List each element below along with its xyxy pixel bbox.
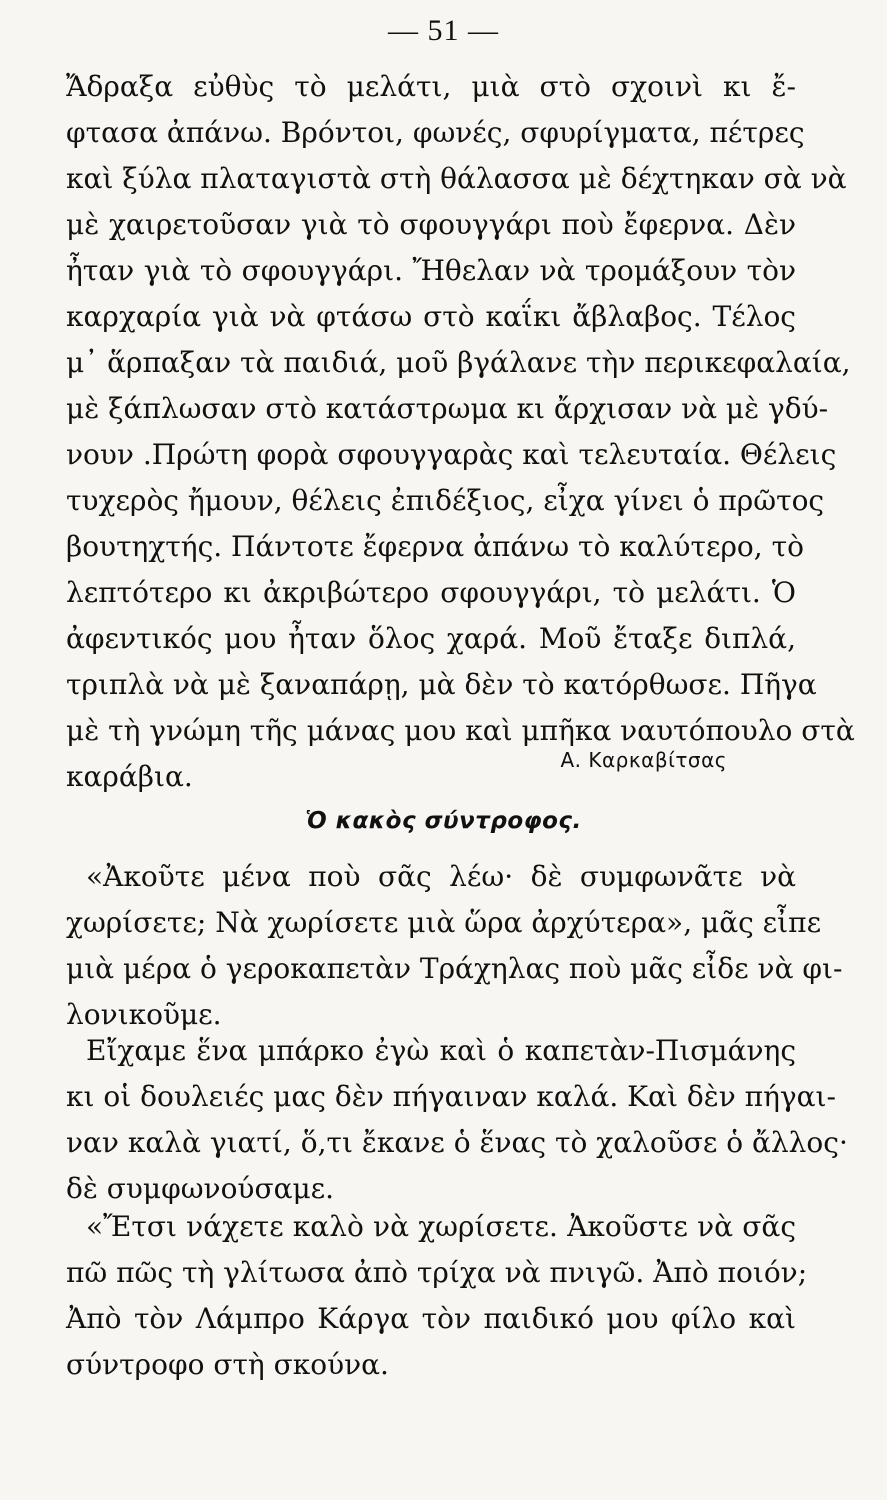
text-line: σύντροφο στὴ σκούνα. bbox=[66, 1348, 389, 1381]
text-line: βουτηχτής. Πάντοτε ἔφερνα ἀπάνω τὸ καλύτερο, τὸ bbox=[66, 530, 804, 563]
text-line: «Ἀκοῦτε μένα ποὺ σᾶς λέω· δὲ συμφωνᾶτε νὰ bbox=[86, 860, 796, 893]
paragraph-4 bbox=[66, 1204, 808, 1388]
text-line: Εἴχαμε ἕνα μπάρκο ἐγὼ καὶ ὁ καπετὰν-Πισμάνης bbox=[86, 1034, 796, 1067]
text-line: μὲ τὴ γνώμη τῆς μάνας μου καὶ μπῆκα ναυτόπουλο στὰ bbox=[66, 714, 855, 747]
text-line: τυχερὸς ἤμουν, θέλεις ἐπιδέξιος, εἶχα γίνει ὁ πρῶτος bbox=[66, 484, 825, 517]
text-line: λονικοῦμε. bbox=[66, 998, 222, 1031]
text-line: πῶ πῶς τὴ γλίτωσα ἀπὸ τρίχα νὰ πνιγῶ. Ἀπὸ ποιόν; bbox=[66, 1256, 808, 1289]
text-line: Ἄδραξα εὐθὺς τὸ μελάτι, μιὰ στὸ σχοινὶ κι ἔ- bbox=[66, 70, 796, 103]
text-line: μὲ χαιρετοῦσαν γιὰ τὸ σφουγγάρι ποὺ ἔφερνα. Δὲν bbox=[66, 208, 796, 241]
text-line: ἦταν γιὰ τὸ σφουγγάρι. Ἤθελαν νὰ τρομάξουν τὸν bbox=[66, 254, 796, 287]
text-line: δὲ συμφωνούσαμε. bbox=[66, 1172, 335, 1205]
text-line: καρχαρία γιὰ νὰ φτάσω στὸ καΐκι ἄβλαβος. Τέλος bbox=[66, 300, 796, 333]
text-line: χωρίσετε; Νὰ χωρίσετε μιὰ ὥρα ἀρχύτερα», μᾶς εἶπε bbox=[66, 906, 822, 939]
section-title: Ὁ κακὸς σύντροφος. bbox=[305, 808, 582, 834]
author-signature: Α. Καρκαβίτσας bbox=[560, 748, 727, 772]
text-line: ναν καλὰ γιατί, ὅ,τι ἔκανε ὁ ἕνας τὸ χαλοῦσε ὁ ἄλλος· bbox=[66, 1126, 848, 1159]
text-line: νουν .Πρώτη φορὰ σφουγγαρὰς καὶ τελευταία. Θέλεις bbox=[66, 438, 837, 471]
text-line: λεπτότερο κι ἀκριβώτερο σφουγγάρι, τὸ μελάτι. Ὁ bbox=[66, 576, 796, 609]
paragraph-2 bbox=[66, 854, 843, 1038]
text-line: καὶ ξύλα πλαταγιστὰ στὴ θάλασσα μὲ δέχτηκαν σὰ νὰ bbox=[66, 162, 847, 195]
text-line: μ᾽ ἅρπαξαν τὰ παιδιά, μοῦ βγάλανε τὴν περικεφαλαία, bbox=[66, 346, 851, 379]
paragraph-3 bbox=[66, 1028, 848, 1212]
text-line: Ἀπὸ τὸν Λάμπρο Κάργα τὸν παιδικό μου φίλο καὶ bbox=[66, 1302, 796, 1335]
text-line: ἀφεντικός μου ἦταν ὅλος χαρά. Μοῦ ἔταξε διπλά, bbox=[66, 622, 796, 655]
text-line: μιὰ μέρα ὁ γεροκαπετὰν Τράχηλας ποὺ μᾶς εἶδε νὰ φι- bbox=[66, 952, 843, 985]
text-line: τριπλὰ νὰ μὲ ξαναπάρῃ, μὰ δὲν τὸ κατόρθωσε. Πῆγα bbox=[66, 668, 817, 701]
page-number: — 51 — bbox=[388, 14, 499, 47]
text-line: φτασα ἀπάνω. Βρόντοι, φωνές, σφυρίγματα, πέτρες bbox=[66, 116, 805, 149]
text-line: μὲ ξάπλωσαν στὸ κατάστρωμα κι ἄρχισαν νὰ μὲ γδύ- bbox=[66, 392, 829, 425]
text-line: κι οἱ δουλειές μας δὲν πήγαιναν καλά. Καὶ δὲν πήγαι- bbox=[66, 1080, 836, 1113]
text-line: «Ἔτσι νάχετε καλὸ νὰ χωρίσετε. Ἀκοῦστε νὰ σᾶς bbox=[86, 1210, 796, 1243]
text-line: καράβια. bbox=[66, 760, 193, 793]
paragraph-1 bbox=[66, 64, 855, 800]
